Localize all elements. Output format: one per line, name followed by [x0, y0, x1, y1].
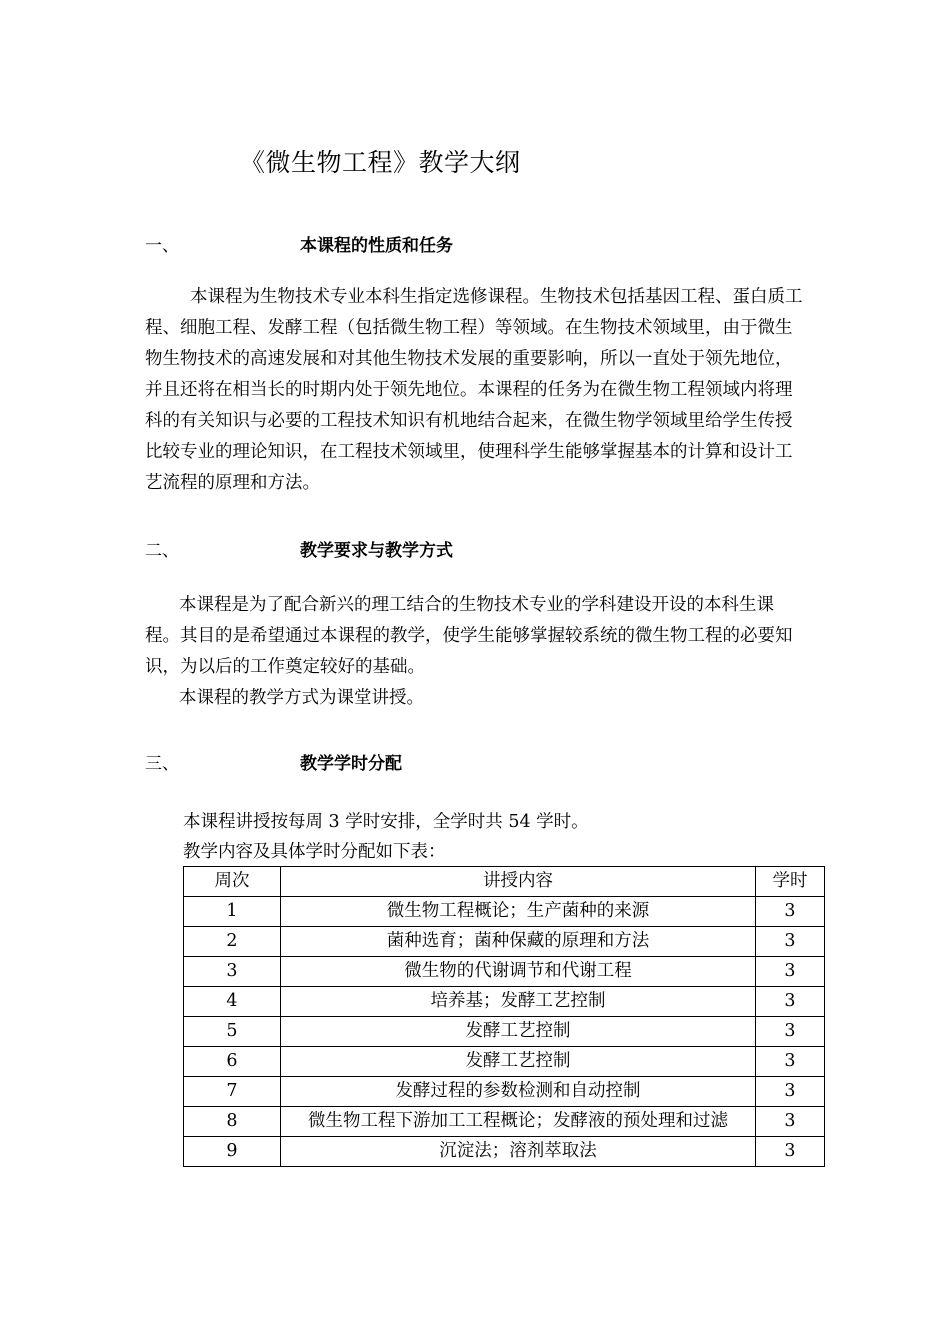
header-hours: 学时: [756, 867, 825, 897]
section-title: 教学要求与教学方式: [300, 541, 453, 561]
cell-hours: 3: [756, 987, 825, 1017]
header-week: 周次: [184, 867, 281, 897]
cell-content: 培养基；发酵工艺控制: [281, 987, 756, 1017]
table-row: [184, 1047, 825, 1077]
table-row: [184, 987, 825, 1017]
cell-content: 沉淀法；溶剂萃取法: [281, 1137, 756, 1167]
paragraph-text: 本课程的教学方式为课堂讲授。: [179, 688, 424, 708]
cell-content: 发酵过程的参数检测和自动控制: [281, 1077, 756, 1107]
cell-content: 微生物的代谢调节和代谢工程: [281, 957, 756, 987]
section-heading-3: [145, 749, 402, 774]
section-number: 一、: [145, 236, 179, 256]
table-header-row: [184, 867, 825, 897]
table-row: [184, 957, 825, 987]
header-content: 讲授内容: [281, 867, 756, 897]
cell-week: 5: [184, 1017, 281, 1047]
cell-hours: 3: [756, 1077, 825, 1107]
table-row: [184, 1017, 825, 1047]
table-row: [184, 927, 825, 957]
section-title: 教学学时分配: [300, 754, 402, 774]
section-2-paragraph: [145, 590, 805, 714]
cell-content: 发酵工艺控制: [281, 1017, 756, 1047]
cell-hours: 3: [756, 1137, 825, 1167]
paragraph-text: 本课程为生物技术专业本科生指定选修课程。生物技术包括基因工程、蛋白质工程、细胞工程、发酵工程（包括微生物工程）等领域。在生物技术领域里，由于微生物生物技术的高速发展和对其他生物技术发展的重要影响，所以一直处于领先地位，并且还将在相当长的时期内处于领先地位。本课程的任务为在微生物工程领域内将理科的有关知识与必要的工程技术知识有机地结合起来，在微生物学领域里给学生传授比较专业的理论知识，在工程技术领域里，使理科学生能够掌握基本的计算和设计工艺流程的原理和方法。: [145, 287, 803, 493]
section-number: 二、: [145, 541, 179, 561]
table-intro: 教学内容及具体学时分配如下表：: [183, 842, 446, 862]
cell-hours: 3: [756, 927, 825, 957]
section-number: 三、: [145, 754, 179, 774]
cell-content: 微生物工程下游加工工程概论；发酵液的预处理和过滤: [281, 1107, 756, 1137]
cell-week: 2: [184, 927, 281, 957]
cell-week: 6: [184, 1047, 281, 1077]
table-row: [184, 1077, 825, 1107]
cell-content: 菌种选育；菌种保藏的原理和方法: [281, 927, 756, 957]
cell-content: 发酵工艺控制: [281, 1047, 756, 1077]
cell-week: 7: [184, 1077, 281, 1107]
table-row: [184, 1107, 825, 1137]
schedule-note: 本课程讲授按每周 3 学时安排，全学时共 54 学时。: [183, 812, 589, 832]
section-heading-2: [145, 536, 453, 561]
table-row: [184, 1137, 825, 1167]
section-1-paragraph: [145, 282, 805, 499]
cell-hours: 3: [756, 957, 825, 987]
cell-hours: 3: [756, 1017, 825, 1047]
schedule-table: [183, 866, 825, 1167]
section-heading-1: [145, 231, 453, 256]
cell-week: 4: [184, 987, 281, 1017]
cell-week: 3: [184, 957, 281, 987]
cell-week: 9: [184, 1137, 281, 1167]
table-row: [184, 897, 825, 927]
document-title: 《微生物工程》教学大纲: [240, 148, 521, 177]
cell-hours: 3: [756, 1107, 825, 1137]
cell-week: 8: [184, 1107, 281, 1137]
cell-content: 微生物工程概论；生产菌种的来源: [281, 897, 756, 927]
cell-hours: 3: [756, 897, 825, 927]
paragraph-text: 本课程是为了配合新兴的理工结合的生物技术专业的学科建设开设的本科生课程。其目的是希望通过本课程的教学，使学生能够掌握较系统的微生物工程的必要知识，为以后的工作奠定较好的基础。: [145, 595, 793, 677]
section-title: 本课程的性质和任务: [300, 236, 453, 256]
cell-hours: 3: [756, 1047, 825, 1077]
cell-week: 1: [184, 897, 281, 927]
